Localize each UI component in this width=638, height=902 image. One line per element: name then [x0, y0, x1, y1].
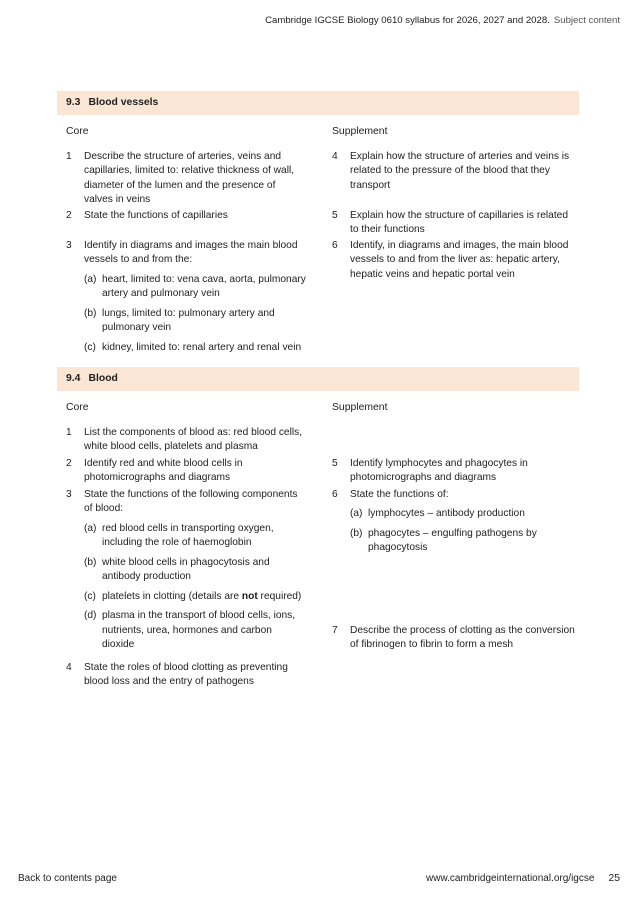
item-number: 6 — [332, 488, 338, 500]
section-9-4 — [57, 367, 579, 690]
sub-item-text: red blood cells in transporting oxygen, including the role of haemoglobin — [102, 522, 274, 549]
supplement-item-4 — [332, 150, 579, 204]
item-number: 4 — [332, 150, 338, 162]
sub-item-c — [84, 341, 306, 355]
sub-item-text: lungs, limited to: pulmonary artery and pulmonary vein — [102, 307, 275, 334]
core-column — [57, 115, 318, 355]
sub-item-letter: (a) — [84, 273, 97, 285]
page-number: 25 — [608, 873, 620, 884]
sub-item-text: phagocytes – engulfing pathogens by phagocytosis — [368, 527, 537, 554]
core-column — [57, 391, 318, 690]
emphasis-not: not — [241, 590, 258, 602]
supplement-item-5 — [332, 209, 579, 239]
supplement-item-7 — [332, 624, 579, 653]
sub-item-letter: (c) — [84, 341, 96, 353]
footer-right — [426, 872, 620, 887]
sub-item-d — [84, 609, 306, 652]
item-text: State the functions of capillaries — [84, 209, 228, 221]
sub-item-letter: (b) — [84, 556, 97, 568]
document-title: Cambridge IGCSE Biology 0610 syllabus for 2026, 2027 and 2028. — [265, 15, 550, 26]
item-text: Identify, in diagrams and images, the main blood vessels to and from the liver as: hepatic artery, hepatic veins and hepatic portal vein — [350, 239, 569, 280]
item-text: Describe the structure of arteries, veins and capillaries, limited to: relative thickness of wall, diameter of the lumen and the presence of valves in veins — [84, 150, 295, 206]
section-number: 9.4 — [66, 373, 81, 384]
item-number: 1 — [66, 426, 72, 438]
item-number: 3 — [66, 239, 72, 251]
sub-item-text: lymphocytes – antibody production — [368, 508, 525, 520]
item-text: Explain how the structure of arteries and veins is related to the pressure of the blood that they transport — [350, 150, 570, 191]
sub-item-c — [84, 590, 306, 604]
sub-item-text-part: platelets in clotting (details are — [102, 590, 242, 602]
supplement-column — [318, 391, 579, 690]
supplement-column — [318, 115, 579, 355]
item-number: 5 — [332, 209, 338, 221]
item-text: State the functions of: — [350, 488, 449, 500]
item-text: Identify red and white blood cells in photomicrographs and diagrams — [84, 457, 243, 484]
item-text: State the functions of the following components of blood: — [84, 488, 298, 515]
section-9-3 — [57, 91, 579, 355]
item-text: Explain how the structure of capillaries is related to their functions — [350, 209, 569, 236]
sub-item-a — [84, 273, 306, 302]
core-item-3 — [57, 239, 306, 355]
core-item-2 — [57, 209, 306, 239]
item-text: State the roles of blood clotting as preventing blood loss and the entry of pathogens — [84, 661, 288, 688]
section-columns — [57, 391, 579, 690]
item-number: 7 — [332, 624, 338, 636]
sub-item-b — [84, 307, 306, 336]
item-number: 1 — [66, 150, 72, 162]
sub-item-text-part: required) — [257, 590, 302, 602]
supplement-label: Supplement — [332, 126, 388, 137]
core-item-3 — [57, 488, 306, 653]
sub-item-a — [84, 522, 306, 551]
supplement-item-6 — [332, 488, 579, 616]
section-title: Blood vessels — [88, 97, 159, 108]
sub-item-a — [350, 507, 579, 521]
sub-item-letter: (b) — [84, 307, 97, 319]
sub-item-letter: (d) — [84, 610, 97, 622]
sub-item-text: kidney, limited to: renal artery and renal vein — [102, 341, 302, 353]
back-to-contents-link[interactable]: Back to contents page — [18, 873, 117, 884]
section-columns — [57, 115, 579, 355]
sub-item-letter: (b) — [350, 527, 363, 539]
supplement-label: Supplement — [332, 402, 388, 413]
item-number: 6 — [332, 239, 338, 251]
item-number: 5 — [332, 457, 338, 469]
item-text: List the components of blood as: red blood cells, white blood cells, platelets and plasma — [84, 426, 303, 453]
core-label: Core — [66, 126, 89, 137]
supplement-item-6 — [332, 239, 579, 282]
website-link[interactable]: www.cambridgeinternational.org/igcse — [426, 873, 595, 884]
section-title: Blood — [88, 373, 118, 384]
sub-item-b — [350, 527, 579, 556]
item-text: Identify lymphocytes and phagocytes in photomicrographs and diagrams — [350, 457, 528, 484]
sub-item-text: heart, limited to: vena cava, aorta, pulmonary artery and pulmonary vein — [102, 273, 306, 300]
item-text: Describe the process of clotting as the conversion of fibrinogen to fibrin to form a mesh — [350, 624, 575, 651]
section-name: Subject content — [553, 15, 620, 26]
sub-item-letter: (a) — [350, 508, 363, 520]
core-item-4 — [57, 661, 306, 690]
sub-item-text: white blood cells in phagocytosis and antibody production — [102, 556, 270, 583]
sub-item-b — [84, 556, 306, 585]
supplement-item-5 — [332, 457, 579, 487]
core-item-1 — [57, 150, 306, 204]
section-header — [57, 91, 579, 115]
section-header — [57, 367, 579, 391]
core-item-2 — [57, 457, 306, 487]
sub-item-letter: (c) — [84, 590, 96, 602]
item-number: 2 — [66, 209, 72, 221]
item-number: 3 — [66, 488, 72, 500]
item-number: 4 — [66, 661, 72, 673]
spacer — [332, 426, 579, 457]
core-item-1 — [57, 426, 306, 456]
running-head — [265, 14, 620, 28]
core-label: Core — [66, 402, 89, 413]
item-number: 2 — [66, 457, 72, 469]
section-number: 9.3 — [66, 97, 81, 108]
sub-item-text: plasma in the transport of blood cells, ions, nutrients, urea, hormones and carbon dioxide — [102, 610, 296, 651]
sub-item-letter: (a) — [84, 522, 97, 534]
item-text: Identify in diagrams and images the main blood vessels to and from the: — [84, 239, 298, 266]
sub-item-text — [102, 590, 306, 604]
